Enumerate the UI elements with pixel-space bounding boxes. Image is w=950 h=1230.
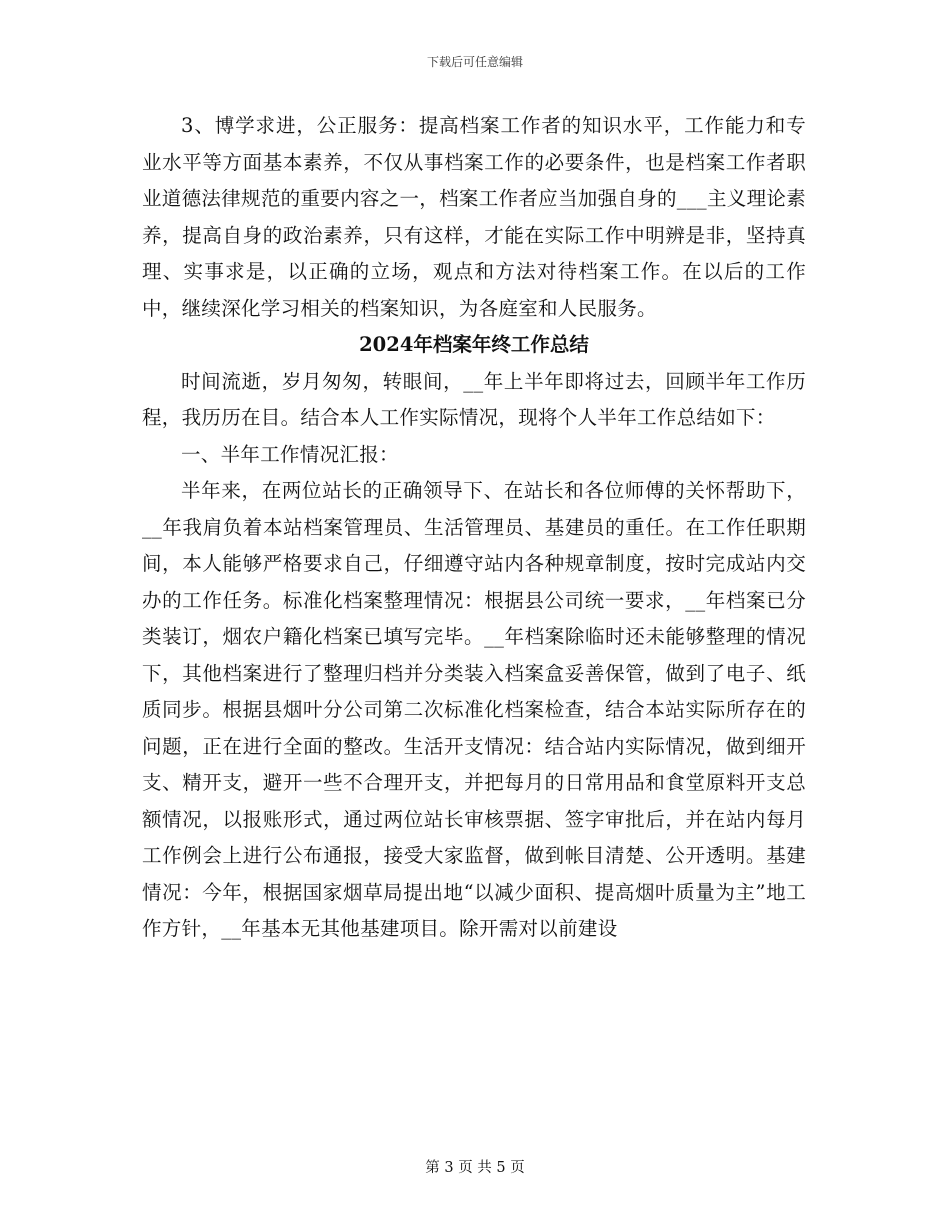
document-title: 2024年档案年终工作总结 (359, 333, 589, 356)
page-number: 第 3 页 共 5 页 (425, 1160, 525, 1176)
page-header: 下载后可任意编辑 (426, 55, 523, 69)
paragraph-service-ethics: 3、博学求进，公正服务：提高档案工作者的知识水平，工作能力和专业水平等方面基本素养，不仅从事档案工作的必要条件，也是档案工作者职业道德法律规范的重要内容之一，档案工作者应当加强自身的___主义理论素养，提高自身的政治素养，只有这样，才能在实际工作中明辨是非，坚持真理、实事求是，以正确的立场，观点和方法对待档案工作。在以后的工作中，继续深化学习相关的档案知识，为各庭室和人民服务。 (142, 114, 806, 320)
document-body (142, 108, 806, 948)
section-heading: 一、半年工作情况汇报： (181, 442, 399, 466)
paragraph-work-report: 半年来，在两位站长的正确领导下、在站长和各位师傅的关怀帮助下，__年我肩负着本站档案管理员、生活管理员、基建员的重任。在工作任职期间，本人能够严格要求自己，仔细遵守站内各种规章制度，按时完成站内交办的工作任务。标准化档案整理情况：根据县公司统一要求，__年档案已分类装订，烟农户籍化档案已填写完毕。__年档案除临时还未能够整理的情况下，其他档案进行了整理归档并分类装入档案盒妥善保管，做到了电子、纸质同步。根据县烟叶分公司第二次标准化档案检查，结合本站实际所存在的问题，正在进行全面的整改。生活开支情况：结合站内实际情况，做到细开支、精开支，避开一些不合理开支，并把每月的日常用品和食堂原料开支总额情况，以报账形式，通过两位站长审核票据、签字审批后，并在站内每月工作例会上进行公布通报，接受大家监督，做到帐目清楚、公开透明。基建情况：今年，根据国家烟草局提出地“以减少面积、提高烟叶质量为主”地工作方针，__年基本无其他基建项目。除开需对以前建设 (142, 479, 806, 940)
paragraph-intro: 时间流逝，岁月匆匆，转眼间，__年上半年即将过去，回顾半年工作历程，我历历在目。结合本人工作实际情况，现将个人半年工作总结如下： (142, 369, 806, 429)
